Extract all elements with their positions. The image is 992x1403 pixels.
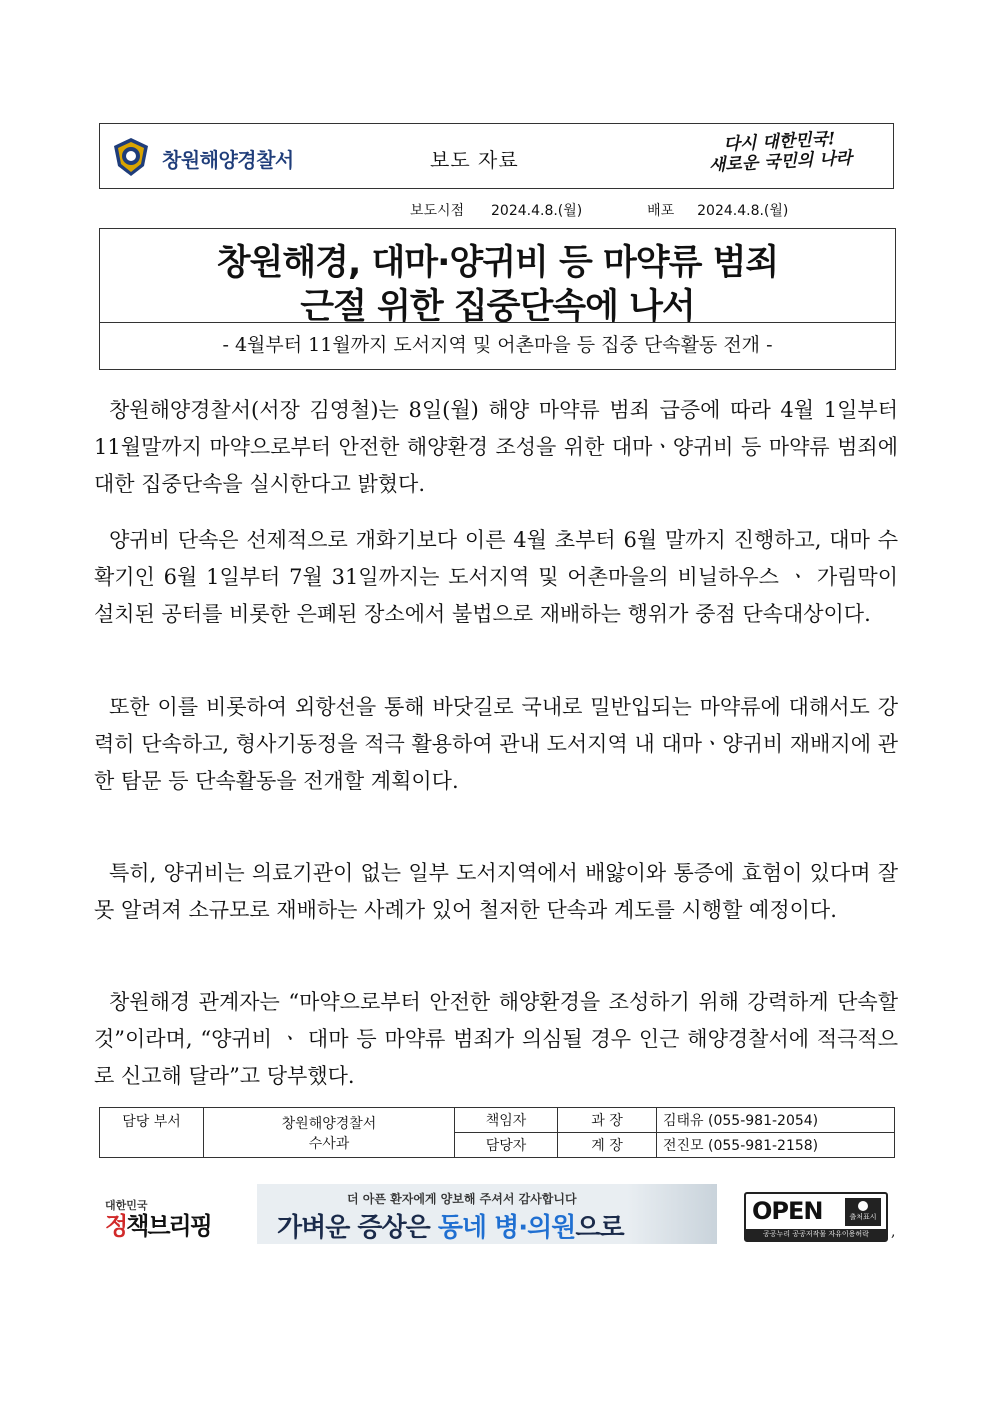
banner-image — [627, 1184, 717, 1244]
body-paragraph-3-text: 또한 이를 비롯하여 외항선을 통해 바닷길로 국내로 밀반입되는 마약류에 대해서도 강력히 단속하고, 형사기동정을 적극 활용하여 관내 도서지역 내 대마ㆍ양귀비 재배지에 관한 탐문 등 단속활동을 전개할 계획이다. — [94, 695, 898, 793]
person-icon — [858, 1201, 868, 1211]
release-date-row — [410, 200, 788, 220]
trailing-mark: , — [891, 1224, 896, 1240]
brief-small-text: 대한민국 — [105, 1199, 148, 1212]
dept-label: 담당 부서 — [100, 1108, 204, 1158]
campaign-banner — [257, 1184, 717, 1244]
open-word: OPEN — [752, 1197, 823, 1225]
body-paragraph-2-text: 양귀비 단속은 선제적으로 개화기보다 이른 4월 초부터 6월 말까지 진행하고, 대마 수확기인 6월 1일부터 7월 31일까지는 도서지역 및 어촌마을의 비닐하우스 ㆍ 가림막이 설치된 공터를 비롯한 은폐된 장소에서 불법으로 재배하는 행위가 중점 단속대상이다. — [94, 528, 898, 626]
slogan-line-2: 새로운 국민의 나라 — [708, 148, 853, 176]
brief-big-text — [105, 1213, 215, 1239]
attribution-label: 출처표시 — [849, 1213, 877, 1221]
attribution-badge — [845, 1198, 881, 1226]
distribute-label: 배포 — [647, 203, 675, 219]
title-box — [99, 228, 896, 370]
body-paragraph-2 — [94, 522, 898, 633]
subtitle: - 4월부터 11월까지 도서지역 및 어촌마을 등 집중 단속활동 전개 - — [100, 322, 895, 369]
dept-name-line-1: 창원해양경찰서 — [281, 1115, 377, 1132]
body-paragraph-5 — [94, 984, 898, 1095]
contact-table — [99, 1107, 895, 1158]
brief-big-a: 정 — [105, 1212, 127, 1240]
slogan-line-1: 다시 대한민국! — [723, 129, 836, 155]
headline-line-2: 근절 위한 집중단속에 나서 — [300, 287, 695, 327]
dept-name-line-2: 수사과 — [308, 1135, 350, 1152]
dept-name — [204, 1108, 455, 1158]
open-license-text: 공공누리 공공저작물 자유이용허락 — [746, 1229, 886, 1240]
distribute-date: 2024.4.8.(월) — [697, 203, 789, 219]
contact-title: 과 장 — [558, 1108, 657, 1133]
body-paragraph-4 — [94, 855, 898, 929]
body-paragraph-1 — [94, 392, 898, 503]
contact-role: 담당자 — [455, 1133, 558, 1158]
release-date: 2024.4.8.(월) — [491, 203, 583, 219]
body-paragraph-1-text: 창원해양경찰서(서장 김영철)는 8일(월) 해양 마약류 범죄 급증에 따라 4월 1일부터 11월말까지 마약으로부터 안전한 해양환경 조성을 위한 대마ㆍ양귀비 등 마약류 범죄에 대한 집중단속을 실시한다고 밝혔다. — [94, 398, 898, 496]
release-label: 보도시점 — [410, 203, 465, 219]
body-paragraph-3 — [94, 689, 898, 800]
brief-big-b: 책브리핑 — [126, 1212, 211, 1240]
banner-main-text — [277, 1207, 624, 1244]
contact-role: 책임자 — [455, 1108, 558, 1133]
banner-top-text: 더 아픈 환자에게 양보해 주셔서 감사합니다 — [347, 1192, 577, 1206]
banner-main-a: 가벼운 증상은 — [277, 1213, 438, 1243]
contact-person: 김태유 (055-981-2054) — [657, 1108, 895, 1133]
org-name: 창원해양경찰서 — [162, 148, 294, 172]
body-paragraph-4-text: 특히, 양귀비는 의료기관이 없는 일부 도서지역에서 배앓이와 통증에 효험이 있다며 잘못 알려져 소규모로 재배하는 사례가 있어 철저한 단속과 계도를 시행할 예정이다. — [94, 861, 898, 922]
slogan — [674, 127, 886, 178]
contact-row — [100, 1108, 895, 1133]
press-header — [99, 123, 894, 189]
banner-main-b: 동네 병·의원 — [437, 1213, 576, 1243]
kogl-open-license-badge — [744, 1192, 888, 1242]
contact-person: 전진모 (055-981-2158) — [657, 1133, 895, 1158]
headline-line-1: 창원해경, 대마·양귀비 등 마약류 범죄 — [216, 243, 779, 283]
banner-main-c: 으로 — [575, 1213, 624, 1243]
policy-briefing-logo — [105, 1197, 215, 1245]
contact-title: 계 장 — [558, 1133, 657, 1158]
coast-guard-emblem-icon — [110, 136, 152, 178]
body-paragraph-5-text: 창원해경 관계자는 “마약으로부터 안전한 해양환경을 조성하기 위해 강력하게 단속할 것”이라며, “양귀비 ㆍ 대마 등 마약류 범죄가 의심될 경우 인근 해양경찰서에 적극적으로 신고해 달라”고 당부했다. — [94, 990, 898, 1088]
document-type: 보도 자료 — [430, 148, 519, 172]
